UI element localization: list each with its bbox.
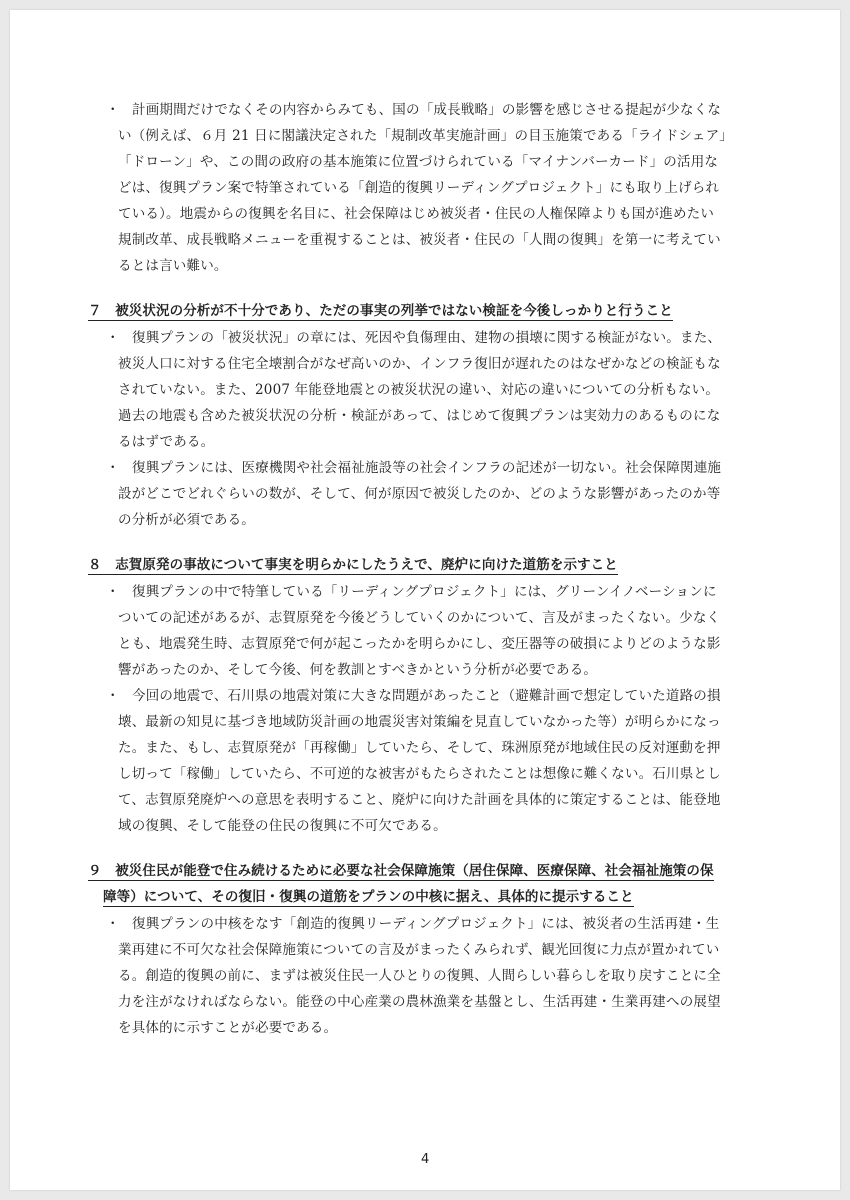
bullet-mark: ・: [106, 916, 120, 932]
intro-line: 計画期間だけでなくその内容からみても、国の「成長戦略」の影響を感じさせる提起が少なくな: [132, 102, 722, 118]
section-8-line: ついての記述があるが、志賀原発を今後どうしていくのかについて、言及がまったくない。少なく: [118, 610, 721, 626]
section-7-line: 被災人口に対する住宅全壊割合がなぜ高いのか、インフラ復旧が遅れたのはなぜかなどの検証もな: [118, 356, 721, 372]
bullet-mark: ・: [106, 460, 120, 476]
section-8-line: 今回の地震で、石川県の地震対策に大きな問題があったこと（避難計画で想定していた道路の損: [132, 688, 721, 704]
bullet-mark: ・: [106, 102, 120, 118]
section-8-line: とも、地震発生時、志賀原発で何が起こったかを明らかにし、変圧器等の破損によりどのような影: [118, 636, 721, 652]
section-8-heading: ８ 志賀原発の事故について事実を明らかにしたうえで、廃炉に向けた道筋を示すこと: [88, 557, 618, 573]
section-7-line: 過去の地震も含めた被災状況の分析・検証があって、はじめて復興プランは実効力のあるものにな: [118, 408, 721, 424]
section-9-line: る。創造的復興の前に、まずは被災住民一人ひとりの復興、人間らしい暮らしを取り戻すことに全: [118, 968, 721, 984]
section-7-line: 復興プランの「被災状況」の章には、死因や負傷理由、建物の損壊に関する検証がない。また、: [132, 330, 722, 346]
document-page: [10, 10, 840, 1190]
section-7-line: 設がどこでどれぐらいの数が、そして、何が原因で被災したのか、どのような影響があったのか等: [118, 486, 721, 502]
intro-line: るとは言い難い。: [118, 258, 228, 274]
section-8-line: 壊、最新の知見に基づき地域防災計画の地震災害対策編を見直していなかった等）が明らかになっ: [118, 714, 721, 730]
intro-line: ている）。地震からの復興を名目に、社会保障はじめ被災者・住民の人権保障よりも国が進めたい: [118, 206, 715, 222]
section-7-heading: ７ 被災状況の分析が不十分であり、ただの事実の列挙ではない検証を今後しっかりと行うこと: [88, 303, 673, 319]
section-8-line: し切って「稼働」していたら、不可逆的な被害がもたらされたことは想像に難くない。石川県とし: [118, 766, 721, 782]
section-7-line: 復興プランには、医療機関や社会福祉施設等の社会インフラの記述が一切ない。社会保障関連施: [132, 460, 722, 476]
intro-line: どは、復興プラン案で特筆されている「創造的復興リーディングプロジェクト」にも取り上げられ: [118, 180, 720, 196]
bullet-mark: ・: [106, 330, 120, 346]
page-number: 4: [421, 1152, 430, 1167]
intro-line: い（例えば、６月 21 日に閣議決定された「規制改革実施計画」の目玉施策である「ライドシェア」: [118, 128, 733, 144]
section-9-line: 力を注がなければならない。能登の中心産業の農林漁業を基盤とし、生活再建・生業再建への展望: [118, 994, 721, 1010]
section-9-heading: ９ 被災住民が能登で住み続けるために必要な社会保障施策（居住保障、医療保障、社会福祉施策の保: [88, 863, 714, 879]
section-7-line: の分析が必須である。: [118, 512, 255, 528]
bullet-mark: ・: [106, 584, 120, 600]
section-9-line: 業再建に不可欠な社会保障施策についての言及がまったくみられず、観光回復に力点が置かれてい: [118, 942, 720, 958]
section-8-line: 復興プランの中で特筆している「リーディングプロジェクト」には、グリーンイノベーションに: [132, 584, 717, 600]
intro-line: 「ドローン」や、この間の政府の基本施策に位置づけられている「マイナンバーカード」の活用な: [118, 154, 719, 170]
section-8-line: て、志賀原発廃炉への意思を表明すること、廃炉に向けた計画を具体的に策定することは、能登地: [118, 792, 721, 808]
intro-line: 規制改革、成長戦略メニューを重視することは、被災者・住民の「人間の復興」を第一に考えてい: [118, 232, 721, 248]
section-8-line: た。また、もし、志賀原発が「再稼働」していたら、そして、珠洲原発が地域住民の反対運動を押: [118, 740, 721, 756]
section-7-line: るはずである。: [118, 434, 215, 450]
section-9-heading: 障等）について、その復旧・復興の道筋をプランの中核に据え、具体的に提示すること: [103, 889, 634, 905]
section-9-line: を具体的に示すことが必要である。: [118, 1020, 338, 1036]
section-8-line: 響があったのか、そして今後、何を教訓とすべきかという分析が必要である。: [118, 662, 598, 678]
bullet-mark: ・: [106, 688, 120, 704]
section-8-line: 域の復興、そして能登の住民の復興に不可欠である。: [118, 818, 447, 834]
section-9-line: 復興プランの中核をなす「創造的復興リーディングプロジェクト」には、被災者の生活再建・生: [132, 916, 720, 932]
section-7-line: されていない。また、2007 年能登地震との被災状況の違い、対応の違いについての分析もない。: [118, 382, 720, 398]
